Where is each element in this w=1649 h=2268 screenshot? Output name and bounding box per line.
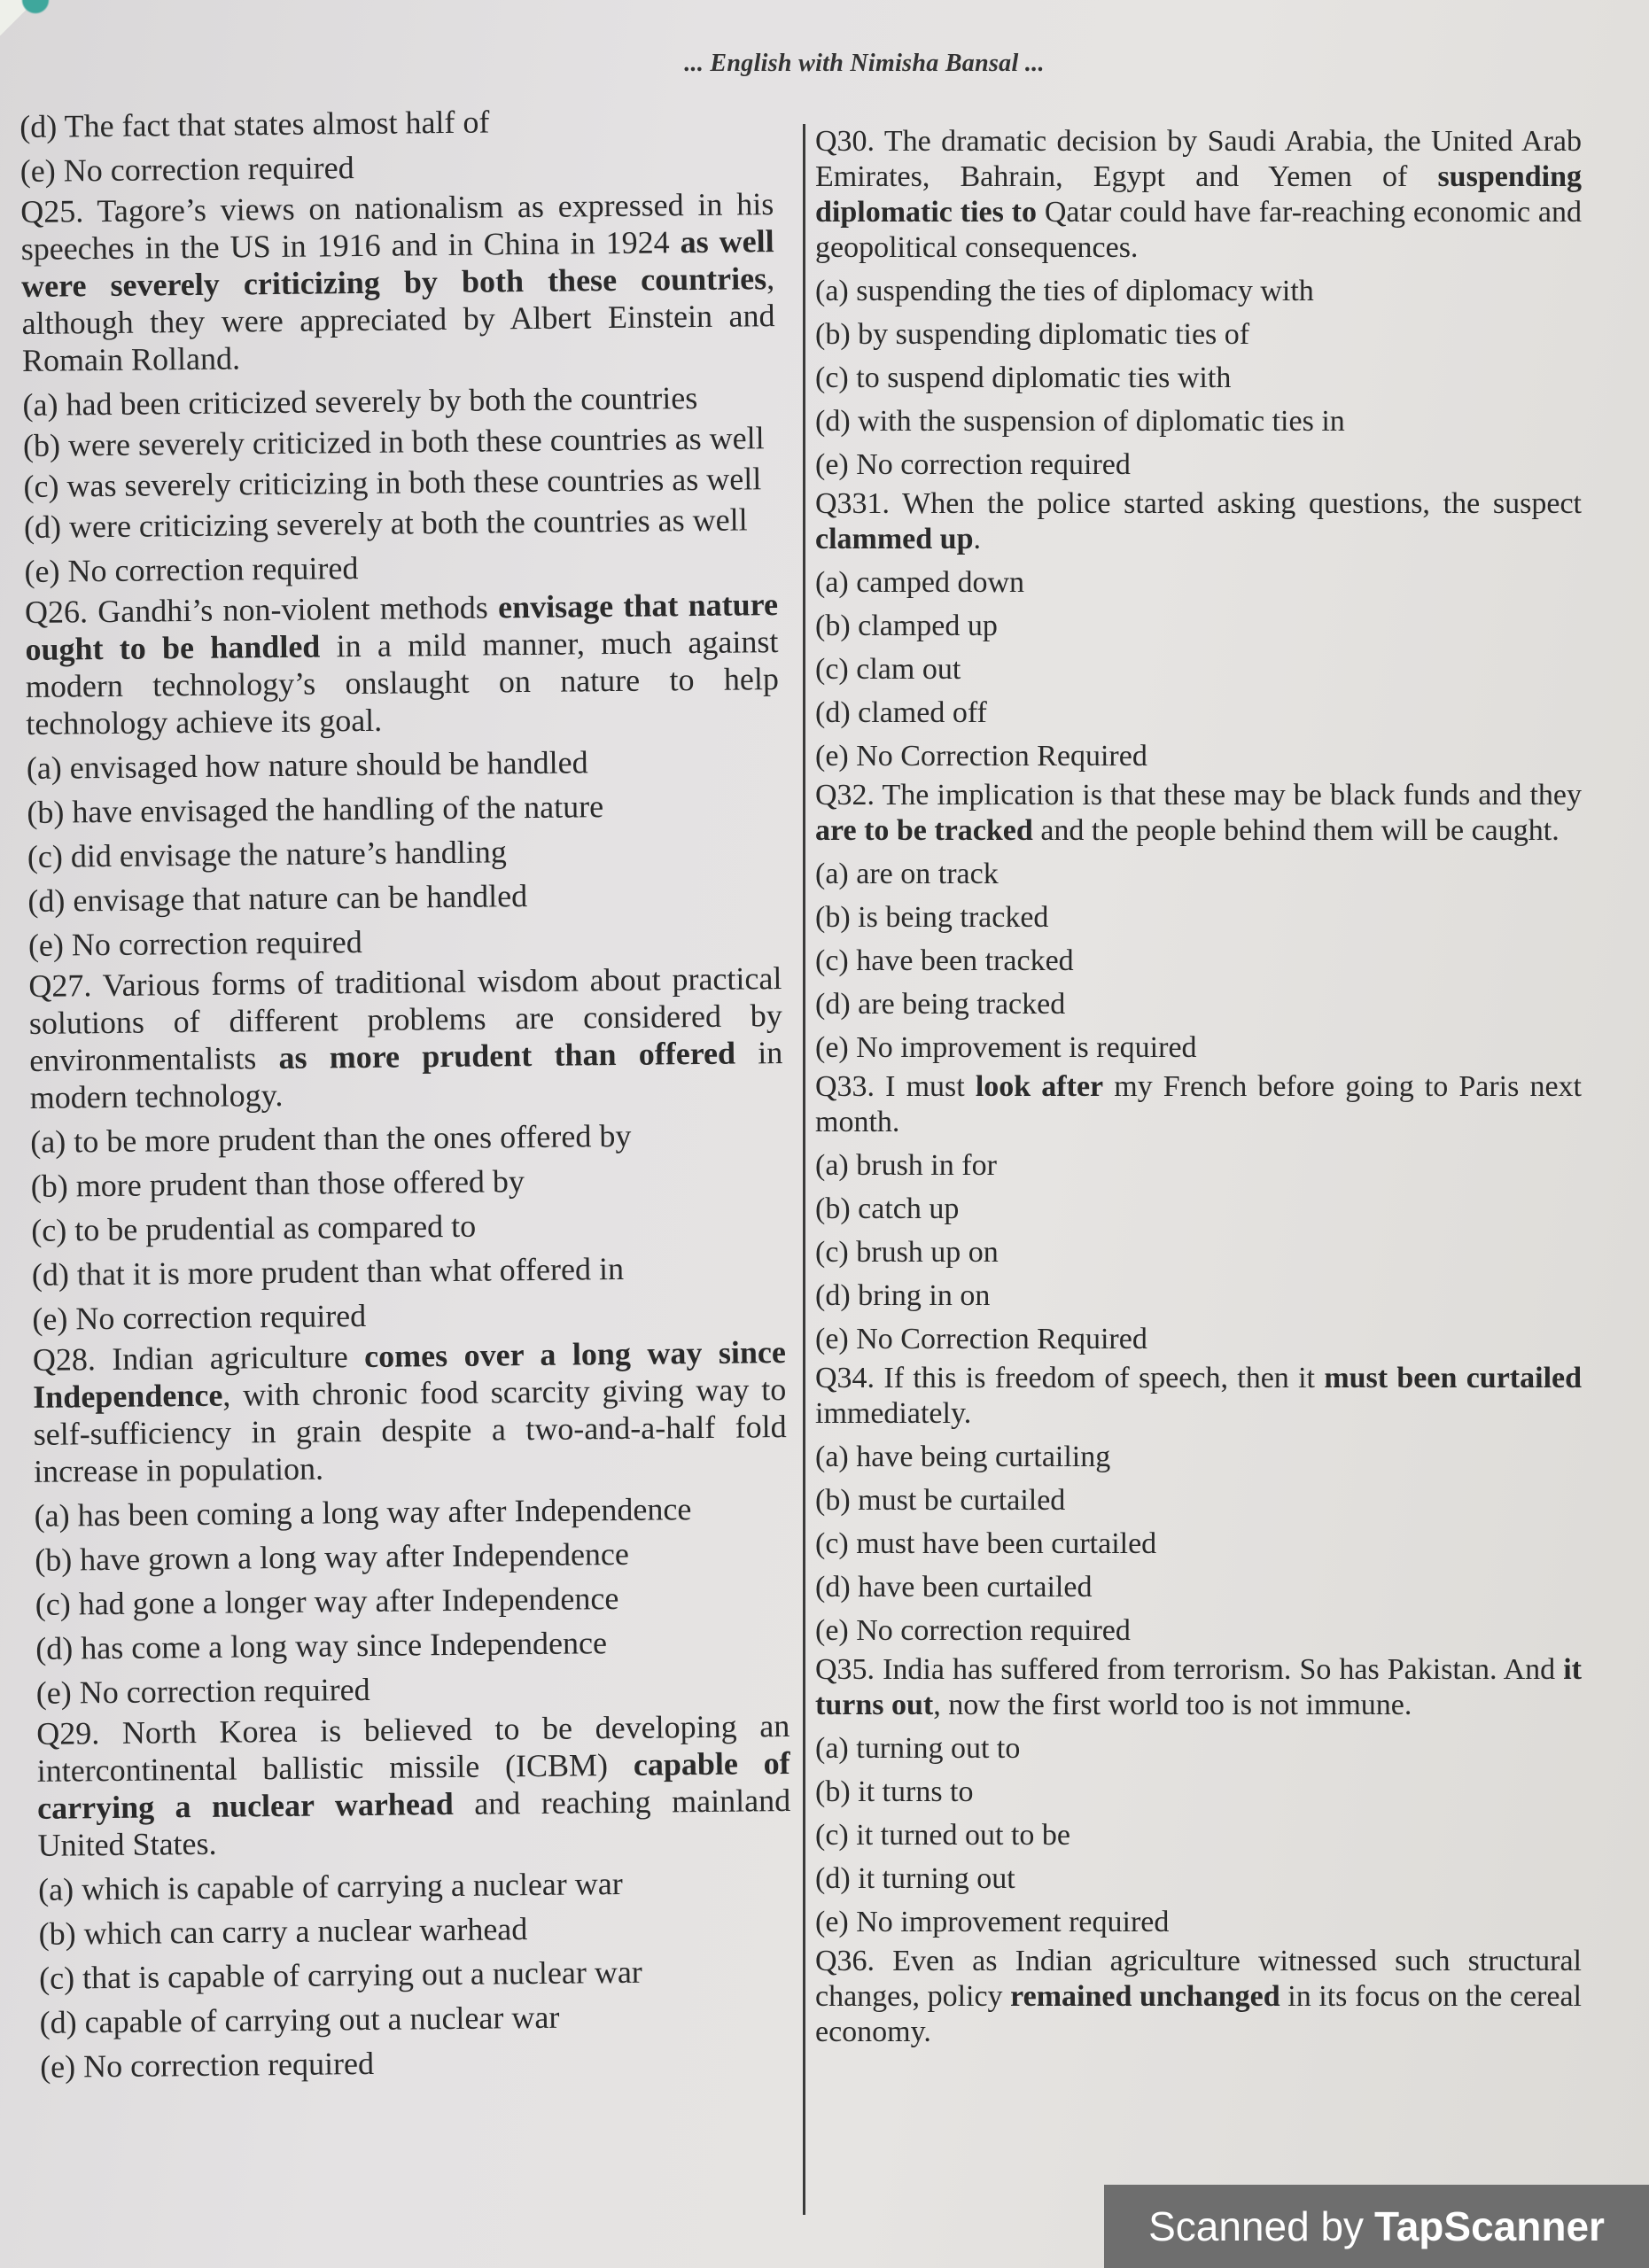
- option-b: (b) by suspending diplomatic ties of: [815, 318, 1250, 351]
- option-a: (a) are on track: [815, 858, 999, 890]
- column-divider: [803, 124, 805, 2215]
- option-e: (e) No correction required: [27, 924, 362, 963]
- option-d: (d) with the suspension of diplomatic ties in: [815, 405, 1345, 438]
- option-c: (c) had gone a longer way after Independence: [35, 1581, 619, 1622]
- option-b: (b) clamped up: [815, 610, 998, 642]
- option-d: (d) clamed off: [815, 696, 987, 729]
- highlighted-phrase: must been curtailed: [1324, 1362, 1583, 1394]
- highlighted-phrase: remained unchanged: [1010, 1980, 1280, 2013]
- question-q26: [25, 586, 782, 967]
- question-stem: Q30. The dramatic decision by Saudi Arabia, the United Arab Emirates, Bahrain, Egypt and Yemen of suspending diplomatic ties to Qatar could have far-reaching economic and geopolitical consequences.: [815, 125, 1583, 264]
- option-e: (e) No Correction Required: [815, 740, 1147, 773]
- question-stem: Q33. I must look after my French before going to Paris next month.: [815, 1070, 1583, 1138]
- option-b: (b) have envisaged the handling of the nature: [27, 788, 604, 830]
- question-q25: [20, 185, 778, 594]
- option-e: (e) No correction required: [32, 1297, 367, 1337]
- option-c: (c) clam out: [815, 653, 961, 686]
- book-title: ... English with Nimisha Bansal ...: [684, 50, 1045, 77]
- question-q36: [815, 1944, 1582, 2050]
- question-stem: Q34. If this is freedom of speech, then it must been curtailed immediately.: [815, 1362, 1583, 1430]
- option-a: (a) camped down: [815, 566, 1025, 599]
- page-header: [0, 50, 1649, 78]
- highlighted-phrase: envisage that nature ought to be handled: [25, 586, 779, 667]
- option-d: (d) capable of carrying out a nuclear war: [39, 1999, 560, 2040]
- highlighted-phrase: as well were severely criticizing by both these countries: [20, 223, 774, 304]
- option-b: (b) were severely criticized in both these countries as well: [22, 420, 765, 463]
- question-q28: [33, 1333, 789, 1715]
- question-q30: [815, 124, 1582, 486]
- watermark-brand: TapScanner: [1374, 2203, 1605, 2249]
- option: (e) No correction required: [19, 150, 354, 189]
- background-object: [0, 0, 53, 35]
- question-q35: [815, 1652, 1582, 1944]
- option-c: (c) it turned out to be: [815, 1819, 1070, 1852]
- option-e: (e) No improvement required: [815, 1906, 1170, 1938]
- option-c: (c) have been tracked: [815, 944, 1074, 977]
- question-stem: Q32. The implication is that these may be black funds and they are to be tracked and the people behind them will be caught.: [815, 779, 1582, 847]
- left-column: [19, 97, 793, 2089]
- option-b: (b) more prudent than those offered by: [30, 1163, 525, 1204]
- option-a: (a) brush in for: [815, 1149, 997, 1182]
- question-q29: [36, 1707, 793, 2089]
- question-stem: Q27. Various forms of traditional wisdom about practical solutions of different problems are considered by environmentalists as more prudent than offered in modern technology.: [28, 960, 783, 1115]
- highlighted-phrase: suspending diplomatic ties to: [815, 160, 1582, 229]
- option-e: (e) No correction required: [815, 1614, 1131, 1647]
- option-e: (e) No improvement is required: [815, 1031, 1197, 1064]
- highlighted-phrase: comes over a long way since Independence: [33, 1334, 787, 1415]
- option-b: (b) it turns to: [815, 1775, 974, 1808]
- highlighted-phrase: capable of carrying a nuclear warhead: [36, 1744, 790, 1826]
- scanner-watermark: [1104, 2185, 1649, 2268]
- option-c: (c) did envisage the nature’s handling: [27, 834, 507, 874]
- option-a: (a) had been criticized severely by both the countries: [22, 380, 698, 423]
- question-stem: Q36. Even as Indian agriculture witnessed such structural changes, policy remained unchanged in its focus on the cereal economy.: [815, 1945, 1583, 2048]
- highlighted-phrase: look after: [975, 1070, 1104, 1103]
- option-c: (c) that is capable of carrying out a nuclear war: [38, 1953, 643, 1996]
- option-e: (e) No correction required: [39, 2045, 375, 2085]
- question-stem: Q331. When the police started asking questions, the suspect clammed up.: [815, 487, 1582, 555]
- option-c: (c) was severely criticizing in both these countries as well: [23, 461, 762, 504]
- highlighted-phrase: as more prudent than offered: [278, 1035, 736, 1076]
- question-stem: Q28. Indian agriculture comes over a long way since Independence, with chronic food scarcity giving way to self-sufficiency in grain despite a two-and-a-half fold increase in population.: [32, 1334, 787, 1489]
- question-q34: [815, 1361, 1582, 1652]
- highlighted-phrase: it turns out: [815, 1653, 1583, 1721]
- option-d: (d) it turning out: [815, 1862, 1015, 1895]
- question-stem: Q29. North Korea is believed to be developing an intercontinental ballistic missile (ICBM) capable of carrying a nuclear warhead and reaching mainland United States.: [36, 1707, 791, 1863]
- option-b: (b) must be curtailed: [815, 1484, 1066, 1517]
- option-e: (e) No correction required: [815, 448, 1131, 481]
- option-d: (d) bring in on: [815, 1279, 991, 1312]
- question-q32: [815, 778, 1582, 1069]
- question-q31: [815, 486, 1582, 778]
- option-b: (b) catch up: [815, 1192, 960, 1225]
- option-a: (a) turning out to: [815, 1732, 1021, 1765]
- option-d: (d) envisage that nature can be handled: [27, 878, 528, 919]
- carryover-options: [19, 97, 774, 193]
- option-e: (e) No correction required: [24, 550, 359, 589]
- question-stem: Q25. Tagore’s views on nationalism as expressed in his speeches in the US in 1916 and in China in 1924 as well were severely criticizing by both these countries, although they were appreciated by Albert Einstein and Romain Rolland.: [20, 186, 775, 378]
- highlighted-phrase: are to be tracked: [815, 814, 1033, 847]
- option-a: (a) has been coming a long way after Independence: [34, 1491, 692, 1534]
- option-b: (b) is being tracked: [815, 901, 1049, 934]
- option-e: (e) No Correction Required: [815, 1323, 1147, 1355]
- option-c: (c) to be prudential as compared to: [31, 1208, 477, 1248]
- option-d: (d) have been curtailed: [815, 1571, 1093, 1604]
- question-stem: Q35. India has suffered from terrorism. So has Pakistan. And it turns out, now the first world too is not immune.: [815, 1653, 1583, 1721]
- watermark-prefix: Scanned by: [1148, 2203, 1365, 2249]
- right-column: [815, 124, 1582, 2054]
- question-stem: Q26. Gandhi’s non-violent methods envisage that nature ought to be handled in a mild manner, much against modern technology’s onslaught on nature to help technology achieve its goal.: [24, 586, 780, 742]
- option-a: (a) which is capable of carrying a nuclear war: [37, 1865, 623, 1907]
- option-d: (d) were criticizing severely at both the countries as well: [23, 501, 748, 545]
- option-e: (e) No correction required: [35, 1671, 370, 1711]
- option-b: (b) have grown a long way after Independence: [34, 1535, 630, 1578]
- option-a: (a) suspending the ties of diplomacy with: [815, 275, 1314, 307]
- question-q27: [28, 959, 785, 1341]
- option-a: (a) to be more prudent than the ones offered by: [30, 1117, 632, 1160]
- option-c: (c) brush up on: [815, 1236, 999, 1269]
- highlighted-phrase: clammed up: [815, 523, 974, 555]
- option-d: (d) has come a long way since Independence: [35, 1625, 608, 1666]
- option-d: (d) that it is more prudent than what offered in: [31, 1250, 625, 1293]
- option-a: (a) envisaged how nature should be handled: [26, 744, 588, 786]
- option-c: (c) to suspend diplomatic ties with: [815, 361, 1232, 394]
- option-a: (a) have being curtailing: [815, 1441, 1111, 1473]
- option: (d) The fact that states almost half of: [19, 104, 490, 144]
- option-d: (d) are being tracked: [815, 988, 1066, 1021]
- question-q33: [815, 1069, 1582, 1361]
- option-c: (c) must have been curtailed: [815, 1527, 1157, 1560]
- option-b: (b) which can carry a nuclear warhead: [38, 1911, 528, 1952]
